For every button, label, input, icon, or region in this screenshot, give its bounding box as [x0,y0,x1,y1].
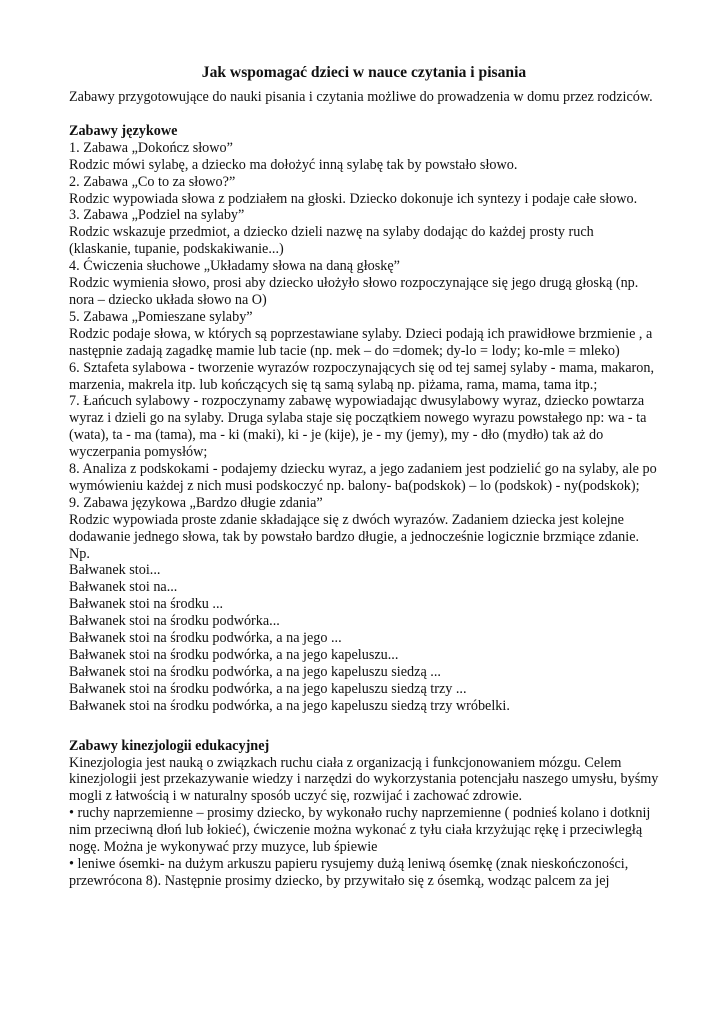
example-line: Bałwanek stoi na środku podwórka, a na jego ... [69,630,342,647]
paragraph: Rodzic wypowiada słowa z podziałem na głoski. Dziecko dokonuje ich syntezy i podaje całe słowo. [69,190,638,207]
paragraph: 8. Analiza z podskokami - podajemy dziecku wyraz, a jego zadaniem jest podzielić go na sylaby, ale po wymówieniu każdej z nich musi podskoczyć np. balony- ba(podskok) – lo (podskok) - ny(podskok); [69,461,657,494]
paragraph: Rodzic wypowiada proste zdanie składające się z dwóch wyrazów. Zadaniem dziecka jest kolejne dodawanie jednego słowa, tak by powstało bardzo długie, a jednocześnie logicznie brzmiące zdanie. Np. [69,511,640,562]
paragraph: 7. Łańcuch sylabowy - rozpoczynamy zabawę wypowiadając dwusylabowy wyraz, dziecko powtarza wyraz i dzieli go na sylaby. Druga sylaba staje się początkiem nowego wyrazu powstałego np: wa - ta (wata), ta - ma (tama), ma - ki (maki), ki - je (kije), je - my (jemy), my - dło (mydło) tak aż do wyczerpania pomysłów; [69,393,647,461]
paragraph: 4. Ćwiczenia słuchowe „Układamy słowa na daną głoskę” [69,258,400,275]
paragraph: Rodzic wymienia słowo, prosi aby dziecko ułożyło słowo rozpoczynające się jego drugą głoską (np. nora – dziecko układa słowo na O) [69,275,639,308]
paragraph: 5. Zabawa „Pomieszane sylaby” [69,308,253,325]
spacer [69,106,659,123]
section-heading-kinesiology: Zabawy kinezjologii edukacyjnej [69,737,270,754]
bullet-item: • leniwe ósemki- na dużym arkuszu papieru rysujemy dużą leniwą ósemkę (znak nieskończoności, przewrócona 8). Następnie prosimy dziecko, by przywitało się z ósemką, wodząc palcem za jej [69,855,629,889]
example-line: Bałwanek stoi na środku podwórka, a na jego kapeluszu siedzą trzy ... [69,680,467,697]
intro-paragraph: Zabawy przygotowujące do nauki pisania i czytania możliwe do prowadzenia w domu przez rodziców. [69,89,653,105]
paragraph: 1. Zabawa „Dokończ słowo” [69,139,233,156]
example-line: Bałwanek stoi na środku ... [69,596,224,613]
example-line: Bałwanek stoi na środku podwórka, a na jego kapeluszu... [69,647,399,663]
section-heading-language-games: Zabawy językowe [69,122,178,139]
paragraph: 6. Sztafeta sylabowa - tworzenie wyrazów rozpoczynających się od tej samej sylaby - mama, makaron, marzenia, makrela itp. lub kończących się tą samą sylabą np. piżama, rama, mama, tama itp.; [69,359,655,393]
example-line: Bałwanek stoi na środku podwórka, a na jego kapeluszu siedzą ... [69,663,441,680]
document-page [69,64,659,890]
paragraph: Rodzic mówi sylabę, a dziecko ma dołożyć inną sylabę tak by powstało słowo. [69,156,518,173]
paragraph: 2. Zabawa „Co to za słowo?” [69,173,236,190]
paragraph: Rodzic podaje słowa, w których są poprzestawiane sylaby. Dzieci podają ich prawidłowe brzmienie , a następnie zadają zagadkę mamie lub tacie (np. mek – do =domek; dy-lo = lody; ko-mle = mleko) [69,325,653,359]
bullet-item: • ruchy naprzemienne – prosimy dziecko, by wykonało ruchy naprzemienne ( podnieś kolano i dotknij nim przeciwną dłoń lub łokieć), ćwiczenie można wykonać z tyłu ciała krzyżując rękę i przeciwległą nogę. Można je wykonywać przy muzyce, lub śpiewie [69,805,651,856]
paragraph: 3. Zabawa „Podziel na sylaby” [69,207,245,224]
paragraph: Rodzic wskazuje przedmiot, a dziecko dzieli nazwę na sylaby dodając do każdej prosty ruch (klaskanie, tupanie, podskakiwanie...) [69,224,594,258]
example-line: Bałwanek stoi na... [69,579,178,596]
spacer [69,715,659,738]
page-title: Jak wspomagać dzieci w nauce czytania i pisania [201,64,527,81]
example-line: Bałwanek stoi na środku podwórka... [69,613,280,630]
example-line: Bałwanek stoi... [69,562,161,579]
paragraph: Kinezjologia jest nauką o związkach ruchu ciała z organizacją i funkcjonowaniem mózgu. Celem kinezjologii jest przekazywanie wiedzy i narzędzi do wykorzystania potencjału naszego umysłu, byśmy mogli z łatwością i w naturalny sposób uczyć się, rozwijać i zachować zdrowie. [69,754,659,805]
paragraph: 9. Zabawa językowa „Bardzo długie zdania” [69,494,323,511]
example-line: Bałwanek stoi na środku podwórka, a na jego kapeluszu siedzą trzy wróbelki. [69,697,510,714]
